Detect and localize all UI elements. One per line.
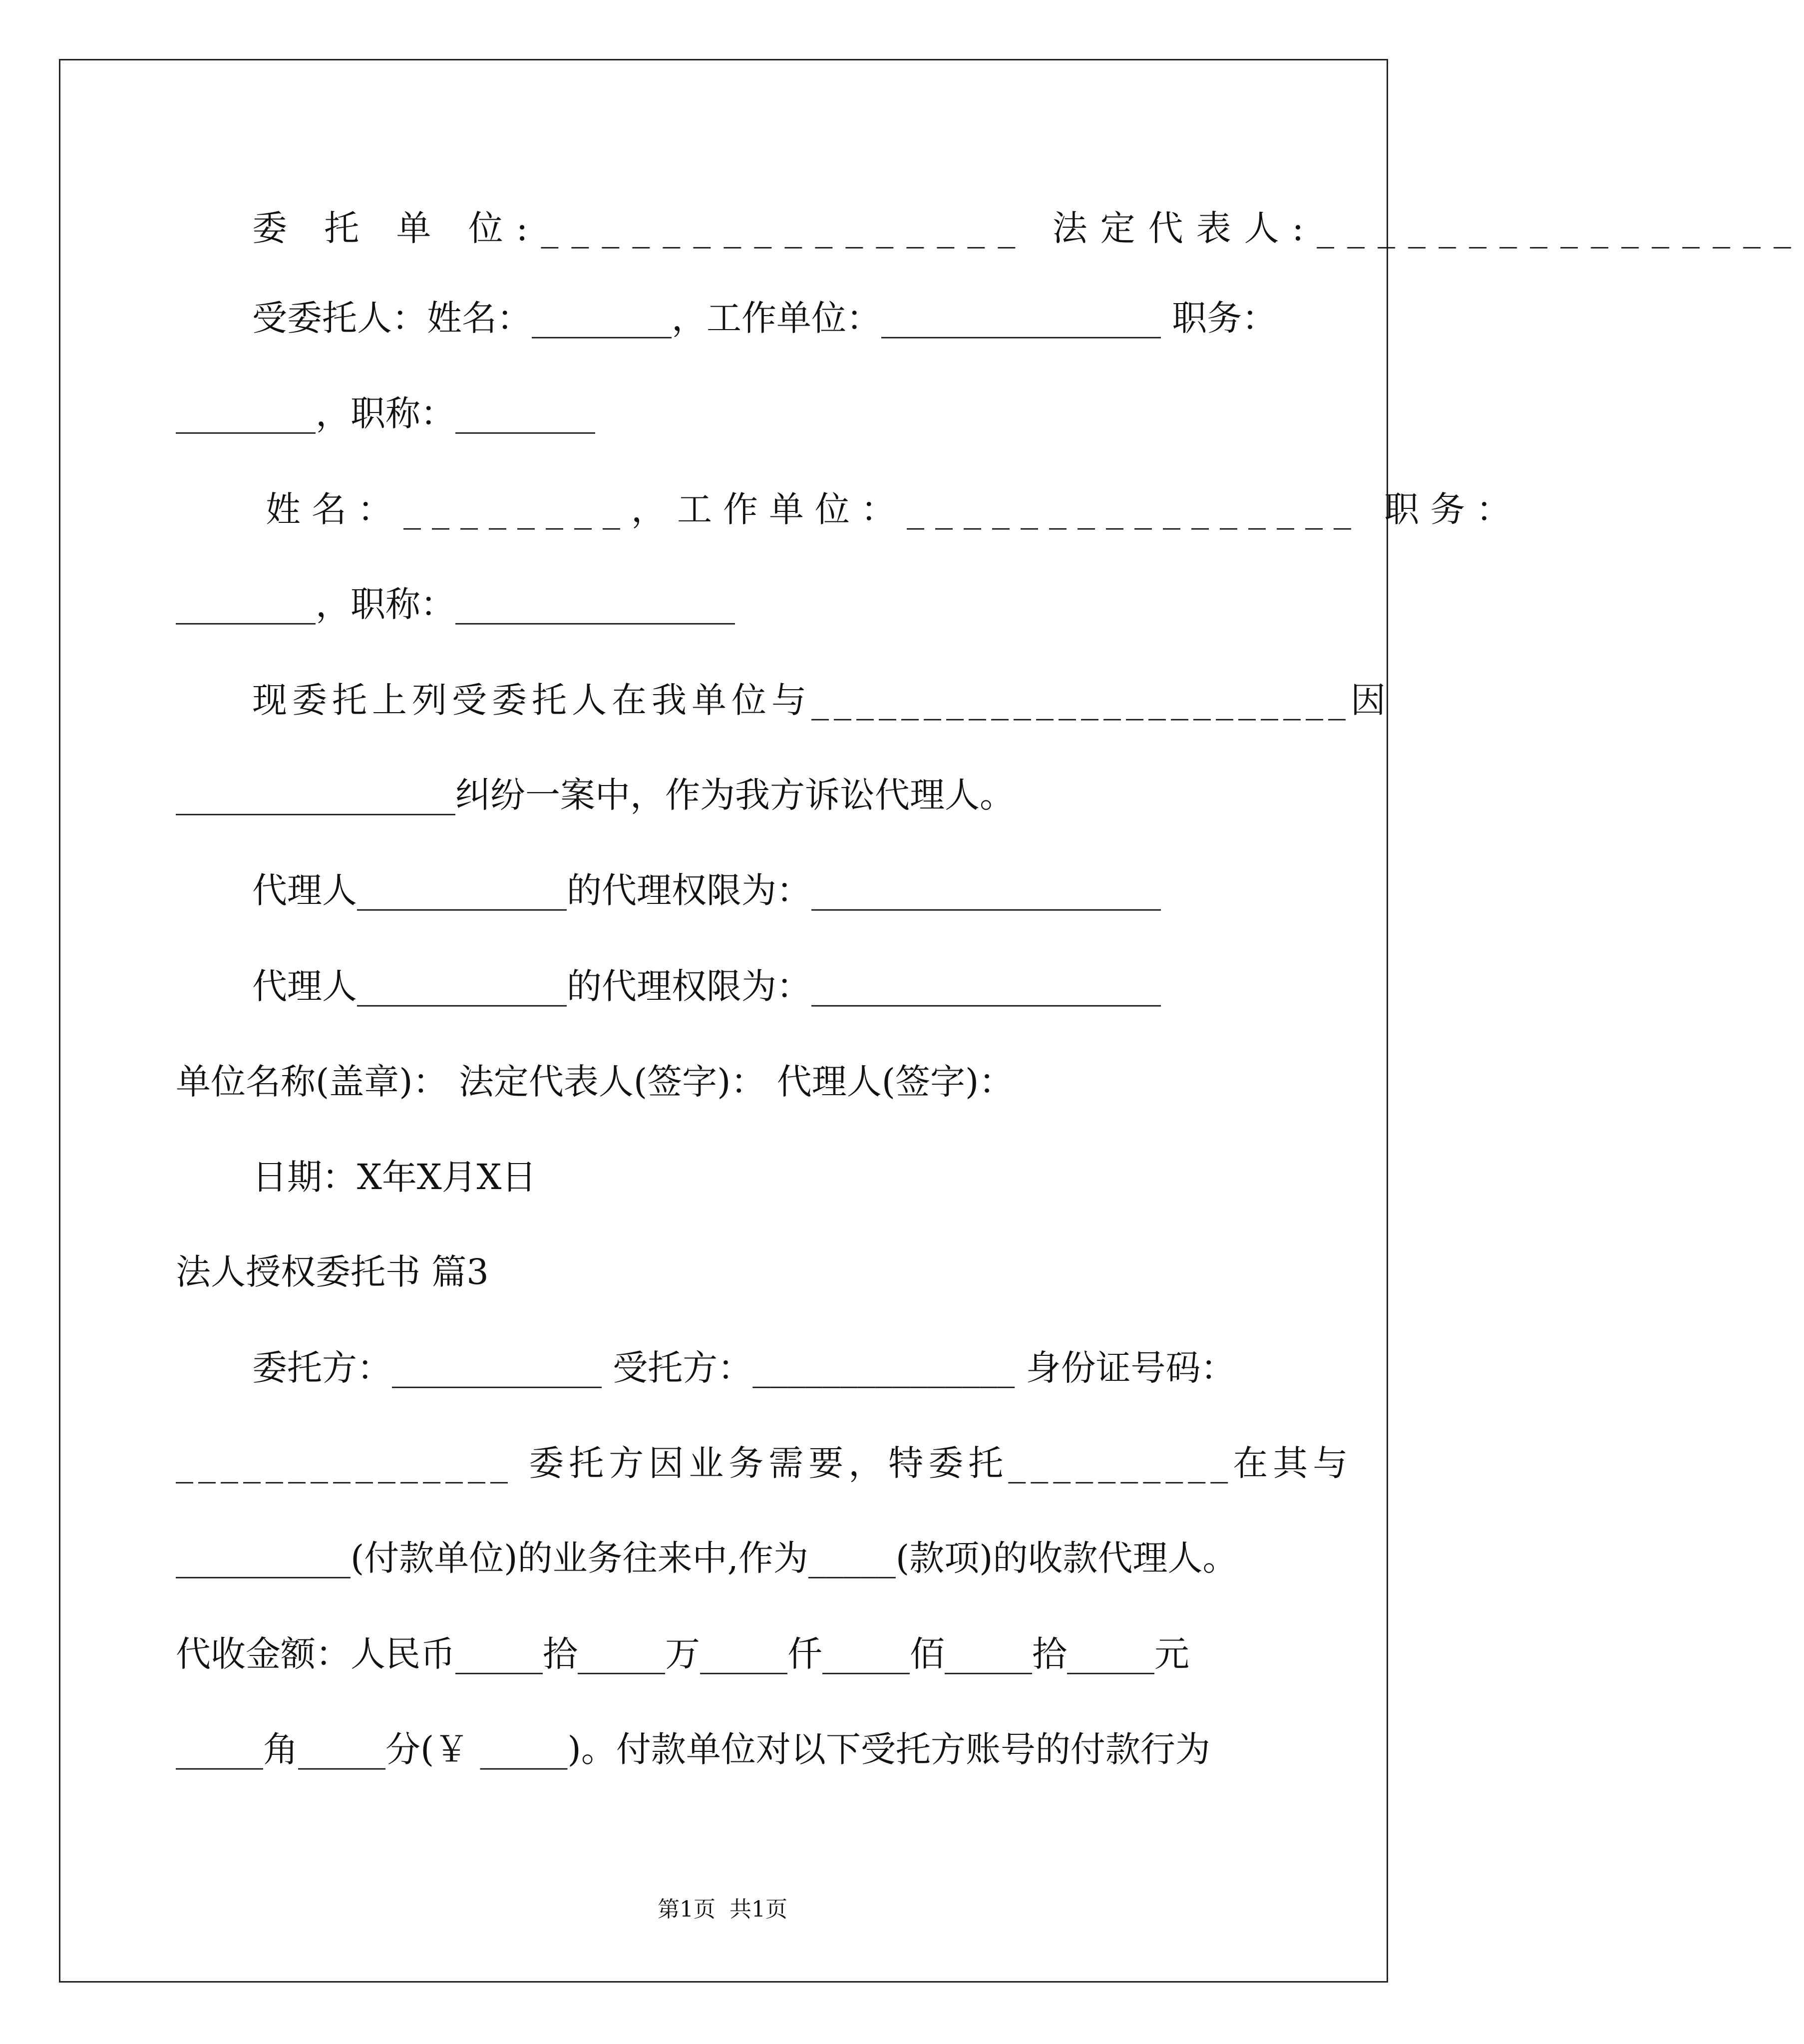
- doc-line-8: 代理人____________的代理权限为：____________________: [252, 870, 1161, 911]
- doc-line-2: 受委托人：姓名：________，工作单位：________________ 职务：: [252, 298, 1277, 339]
- doc-line-6: 现委托上列受委托人在我单位与________________________因: [252, 680, 1391, 721]
- doc-line-13: 委托方：____________ 受托方：_______________ 身份证号码：: [252, 1347, 1236, 1388]
- doc-line-14: _______________ 委托方因业务需要，特委托__________在其与: [176, 1443, 1353, 1484]
- doc-line-15: __________(付款单位)的业务往来中,作为_____(款项)的收款代理人。: [176, 1538, 1238, 1579]
- doc-line-10: 单位名称(盖章)： 法定代表人(签字)： 代理人(签字)：: [176, 1061, 1014, 1102]
- doc-line-4: 姓名：________，工作单位：________________ 职务：: [266, 489, 1522, 530]
- doc-line-9: 代理人____________的代理权限为：____________________: [252, 966, 1161, 1007]
- doc-line-16: 代收金额：人民币_____拾_____万_____仟_____佰_____拾_____元: [176, 1634, 1189, 1674]
- doc-line-7: ________________纠纷一案中，作为我方诉讼代理人。: [176, 775, 1015, 816]
- doc-line-3: ________，职称：________: [176, 393, 595, 434]
- doc-line-17: _____角_____分(￥ _____)。付款单位对以下受托方账号的付款行为: [176, 1729, 1210, 1770]
- doc-line-11: 日期：X年X月X日: [252, 1157, 537, 1198]
- doc-line-1: 委 托 单 位:________________ 法定代表人:________________: [252, 208, 1804, 249]
- section-heading: 法人授权委托书 篇3: [176, 1251, 489, 1292]
- doc-line-5: ________，职称：________________: [176, 584, 735, 625]
- page-footer: 第1页 共1页: [658, 1897, 787, 1922]
- page-frame: [59, 59, 1804, 1983]
